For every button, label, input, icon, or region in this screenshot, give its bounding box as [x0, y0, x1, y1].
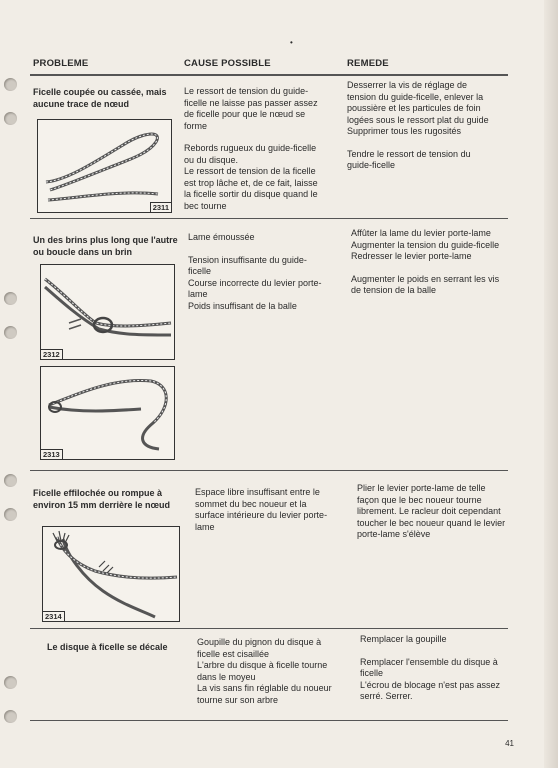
row2-problem: Un des brins plus long que l'autre ou boucle dans un brin	[33, 235, 178, 257]
row-rule	[30, 470, 508, 471]
row3-remedies	[357, 483, 507, 541]
cause-text: Lame émoussée	[188, 232, 255, 242]
frayed-twine-illustration	[43, 527, 179, 621]
row3-causes	[195, 487, 337, 533]
cause-text: Tension insuffisante du guide-ficelle	[188, 254, 307, 276]
remedy-text: Augmenter le poids en serrant les vis de tension de la balle	[351, 273, 500, 295]
figure-2314	[42, 526, 180, 622]
print-dot: •	[290, 38, 293, 47]
twine-knot-illustration	[41, 265, 174, 359]
cause-text: Espace libre insuffisant entre le sommet du bec noueur et la surface intérieure du levier porte-lame	[195, 487, 328, 532]
row1-remedies	[347, 80, 497, 172]
punch-hole	[4, 676, 17, 689]
row3-problem: Ficelle effilochée ou rompue à environ 15 mm derrière le nœud	[33, 488, 171, 510]
remedy-text: Desserrer la vis de réglage de tension du guide-ficelle, enlever la poussière et les particules de foin logées sous le ressort plat du guide	[347, 80, 489, 125]
remedy-text: Supprimer tous les rugosités	[347, 126, 462, 136]
cause-text: Course incorrecte du levier porte-lame	[188, 277, 322, 299]
cause-text: Goupille du pignon du disque à ficelle est cisaillée	[197, 637, 322, 659]
cause-text: Le ressort de tension de la ficelle est trop lâche et, de ce fait, laisse la ficelle sortir du disque quand le bec tourne	[184, 166, 318, 211]
page-number: 41	[505, 739, 514, 748]
row-rule	[30, 218, 508, 219]
punch-hole	[4, 710, 17, 723]
cause-text: Rebords rugueux du guide-ficelle ou du disque.	[184, 143, 317, 165]
row-rule	[30, 628, 508, 629]
figure-label: 2314	[43, 611, 65, 621]
remedy-text: L'écrou de blocage n'est pas assez serré. Serrer.	[360, 679, 501, 701]
cause-text: Le ressort de tension du guide-ficelle ne laisse pas passer assez de ficelle pour que le nœud se forme	[184, 86, 318, 131]
twine-long-loop-illustration	[41, 367, 174, 459]
remedy-text: Tendre le ressort de tension du guide-ficelle	[347, 148, 471, 170]
header-problem: PROBLEME	[33, 58, 89, 69]
remedy-text: Remplacer la goupille	[360, 634, 447, 644]
figure-2313	[40, 366, 175, 460]
remedy-text: Affûter la lame du levier porte-lame	[351, 228, 491, 238]
punch-hole	[4, 78, 17, 91]
header-rule	[30, 74, 508, 76]
remedy-text: Redresser le levier porte-lame	[351, 251, 472, 261]
cause-text: La vis sans fin réglable du noueur tourne sur son arbre	[197, 683, 332, 705]
row-rule	[30, 720, 508, 721]
row4-problem: Le disque à ficelle se décale	[47, 642, 168, 652]
header-remedy: REMEDE	[347, 58, 389, 69]
twine-loop-illustration	[38, 120, 171, 212]
punch-hole	[4, 474, 17, 487]
figure-2312	[40, 264, 175, 360]
header-cause: CAUSE POSSIBLE	[184, 58, 271, 69]
punch-hole	[4, 508, 17, 521]
cause-text: Poids insuffisant de la balle	[188, 300, 297, 311]
cause-text: L'arbre du disque à ficelle tourne dans le moyeu	[197, 660, 328, 682]
row1-problem: Ficelle coupée ou cassée, mais aucune trace de nœud	[33, 87, 167, 109]
row1-causes	[184, 86, 324, 212]
punch-hole	[4, 112, 17, 125]
figure-label: 2313	[41, 449, 63, 459]
punch-hole	[4, 326, 17, 339]
row2-causes	[188, 232, 328, 312]
row4-causes	[197, 637, 339, 706]
page-edge	[544, 0, 558, 768]
row4-remedies	[360, 634, 510, 703]
punch-hole	[4, 292, 17, 305]
figure-2311	[37, 119, 172, 213]
row2-remedies	[351, 228, 501, 297]
remedy-text: Augmenter la tension du guide-ficelle	[351, 239, 500, 250]
remedy-text: Plier le levier porte-lame de telle façon que le bec noueur tourne librement. Le racleur doit cependant toucher le bec noueur quand le levier porte-lame s'élève	[357, 483, 506, 539]
figure-label: 2311	[150, 202, 171, 212]
figure-label: 2312	[41, 349, 63, 359]
remedy-text: Remplacer l'ensemble du disque à ficelle	[360, 656, 498, 678]
